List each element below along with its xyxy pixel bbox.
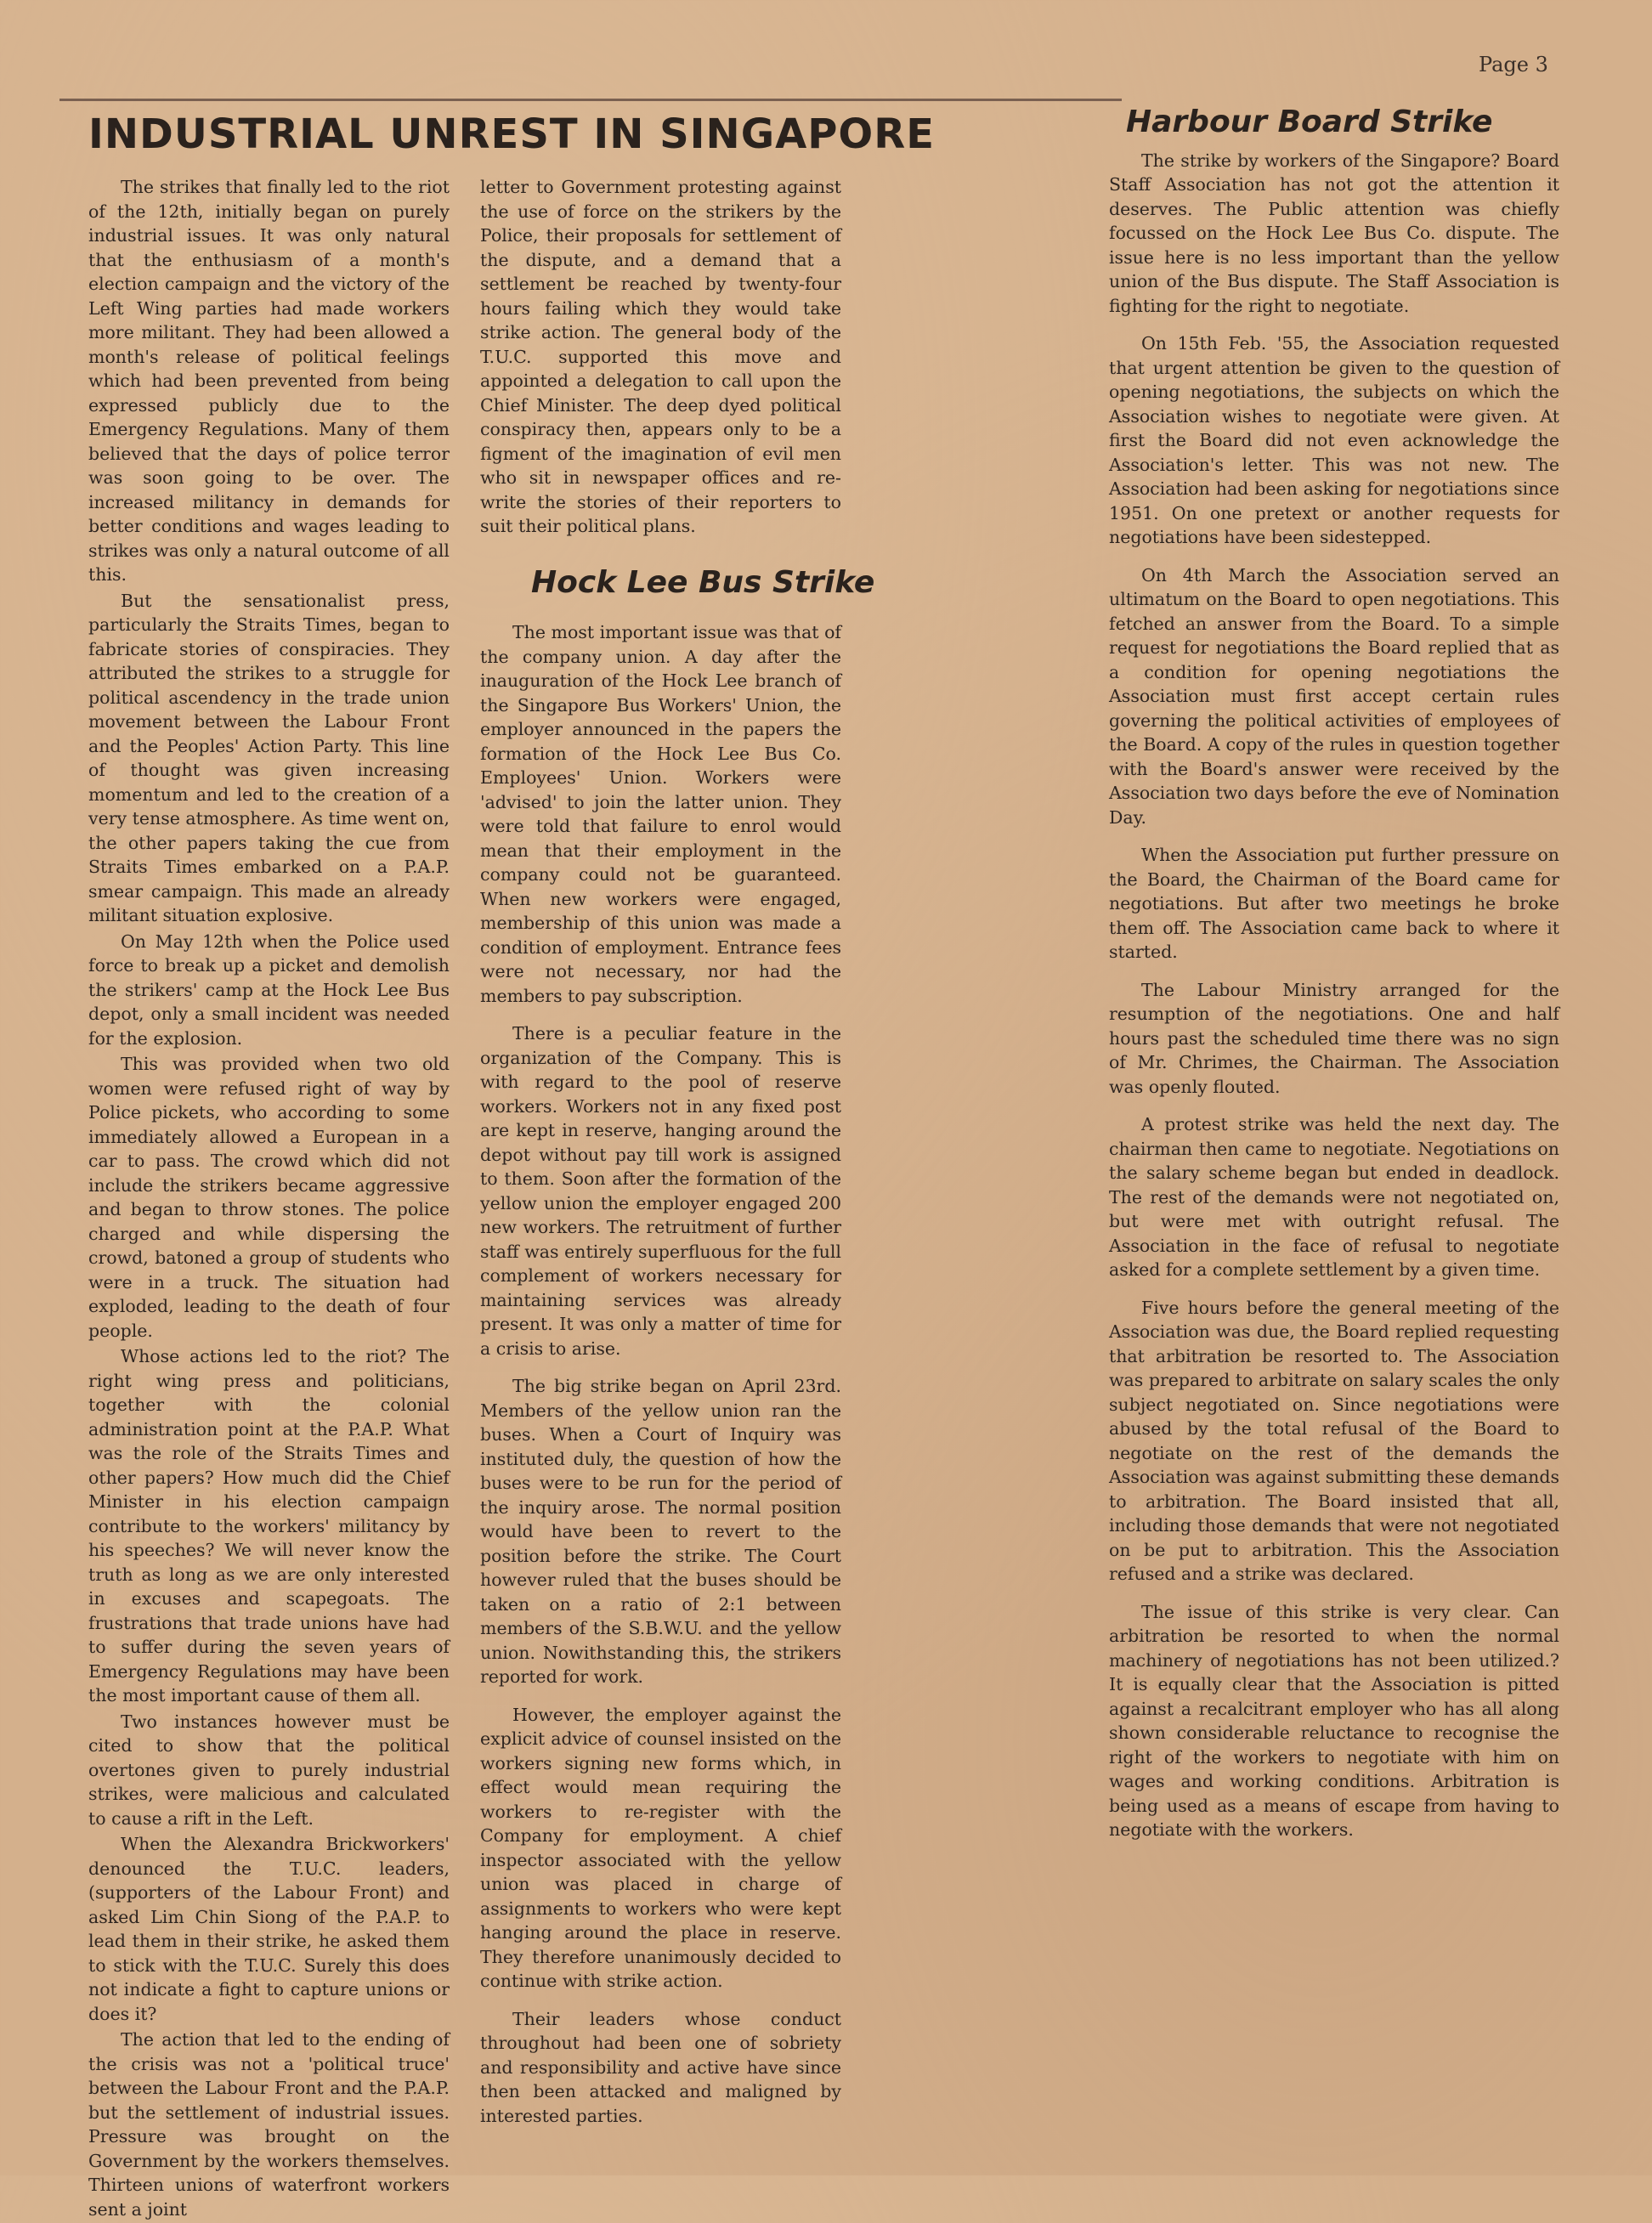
paragraph: The action that led to the ending of the crisis was not a 'political truce' between the Labour Front and the P.A.P. but the settlement of industrial issues. Pressure was brought on the Government by the workers themselves. Thirteen unions of waterfront workers sent a joint <box>88 2029 450 2220</box>
paragraph: However, the employer against the explicit advice of counsel insisted on the workers signing new forms which, in effect would mean requiring the workers to re-register with the Company for employment. A chief inspector associated with the yellow union was placed in charge of assignments to workers who were kept hanging around the place in reserve. They therefore unanimously decided to continue with strike action. <box>480 1704 841 1991</box>
column-1 <box>88 175 450 2223</box>
header-rule <box>59 99 1122 101</box>
paragraph: The strike by workers of the Singapore? Board Staff Association has not got the attention it deserves. The Public attention was chiefly focussed on the Hock Lee Bus Co. dispute. The issue here is no less important than the yellow union of the Bus dispute. The Staff Association is fighting for the right to negotiate. <box>1109 150 1559 316</box>
paragraph: The strikes that finally led to the riot of the 12th, initially began on purely industrial issues. It was only natural that the enthusiasm of a month's election campaign and the victory of the Left Wing parties had made workers more militant. They had been allowed a month's release of political feelings which had been prevented from being expressed publicly due to the Emergency Regulations. Many of them believed that the days of police terror was soon going to be over. The increased militancy in demands for better conditions and wages leading to strikes was only a natural outcome of all this. <box>88 177 450 585</box>
paragraph: This was provided when two old women were refused right of way by Police pickets, who according to some immediately allowed a European in a car to pass. The crowd which did not include the strikers became aggressive and began to throw stones. The police charged and while dispersing the crowd, batoned a group of students who were in a truck. The situation had exploded, leading to the death of four people. <box>88 1054 450 1341</box>
paragraph: Five hours before the general meeting of the Association was due, the Board replied requesting that arbitration be resorted to. The Association was prepared to arbitrate on salary scales the only subject negotiated on. Since negotiations were abused by the total refusal of the Board to negotiate on the rest of the demands the Association was against submitting these demands to arbitration. The Board insisted that all, including those demands that were not negotiated on be put to arbitration. This the Association refused and a strike was declared. <box>1109 1297 1559 1584</box>
paragraph: There is a peculiar feature in the organization of the Company. This is with regard to the pool of reserve workers. Workers not in any fixed post are kept in reserve, hanging around the depot without pay till work is assigned to them. Soon after the formation of the yellow union the employer engaged 200 new workers. The retruitment of further staff was entirely superfluous for the full complement of workers necessary for maintaining services was already present. It was only a matter of time for a crisis to arise. <box>480 1023 841 1359</box>
column-2 <box>480 175 875 2141</box>
paragraph: On May 12th when the Police used force to break up a picket and demolish the strikers' camp at the Hock Lee Bus depot, only a small incident was needed for the explosion. <box>88 930 450 1049</box>
paragraph: On 4th March the Association served an ultimatum on the Board to open negotiations. This fetched an answer from the Board. To a simple request for negotiations the Board replied that as a condition for opening negotiations the Association must first accept certain rules governing the political activities of employees of the Board. A copy of the rules in question together with the Board's answer were received by the Association two days before the eve of Nomination Day. <box>1109 564 1559 828</box>
paragraph: Whose actions led to the riot? The right wing press and politicians, together with the colonial administration point at the P.A.P. What was the role of the Straits Times and other papers? How much did the Chief Minister in his election campaign contribute to the workers' militancy by his speeches? We will never know the truth as long as we are only interested in excuses and scapegoats. The frustrations that trade unions have had to suffer during the seven years of Emergency Regulations may have been the most important cause of them all. <box>88 1346 450 1705</box>
paragraph: When the Alexandra Brickworkers' denounced the T.U.C. leaders, (supporters of the Labour Front) and asked Lim Chin Siong of the P.A.P. to lead them in their strike, he asked them to stick with the T.U.C. Surely this does not indicate a fight to capture unions or does it? <box>88 1834 450 2024</box>
paragraph: letter to Government protesting against the use of force on the strikers by the Police, their proposals for settlement of the dispute, and a demand that a settlement be reached by twenty-four hours failing which they would take strike action. The general body of the T.U.C. supported this move and appointed a delegation to call upon the Chief Minister. The deep dyed political conspiracy then, appears only to be a figment of the imagination of evil men who sit in newspaper offices and re-write the stories of their reporters to suit their political plans. <box>480 177 841 536</box>
paragraph: The Labour Ministry arranged for the resumption of the negotiations. One and half hours past the scheduled time there was no sign of Mr. Chrimes, the Chairman. The Association was openly flouted. <box>1109 979 1559 1097</box>
paragraph: The big strike began on April 23rd. Members of the yellow union ran the buses. When a Court of Inquiry was instituted duly, the question of how the buses were to be run for the period of the inquiry arose. The normal position would have been to revert to the position before the strike. The Court however ruled that the buses should be taken on a ratio of 2:1 between members of the S.B.W.U. and the yellow union. Nowithstanding this, the strikers reported for work. <box>480 1376 841 1687</box>
paragraph: Their leaders whose conduct throughout had been one of sobriety and responsibility and active have since then been attacked and maligned by interested parties. <box>480 2008 841 2126</box>
paragraph: But the sensationalist press, particularly the Straits Times, began to fabricate stories of conspiracies. They attributed the strikes to a struggle for political ascendency in the trade union movement between the Labour Front and the Peoples' Action Party. This line of thought was given increasing momentum and led to the creation of a very tense atmosphere. As time went on, the other papers taking the cue from Straits Times embarked on a P.A.P. smear campaign. This made an already militant situation explosive. <box>88 590 450 925</box>
section-title-harbour: Harbour Board Strike <box>1126 105 1493 139</box>
paragraph: On 15th Feb. '55, the Association requested that urgent attention be given to the question of opening negotiations, the subjects on which the Association wishes to negotiate were given. At first the Board did not even acknowledge the Association's letter. This was not new. The Association had been asking for negotiations since 1951. On one pretext or another requests for negotiations have been sidestepped. <box>1109 333 1559 547</box>
column-3 <box>1109 105 1559 1856</box>
paragraph: A protest strike was held the next day. The chairman then came to negotiate. Negotiations on the salary scheme began but ended in deadlock. The rest of the demands were not negotiated on, but were met with outright refusal. The Association in the face of refusal to negotiate asked for a complete settlement by a given time. <box>1109 1114 1559 1280</box>
paragraph: The most important issue was that of the company union. A day after the inauguration of the Hock Lee branch of the Singapore Bus Workers' Union, the employer announced in the papers the formation of the Hock Lee Bus Co. Employees' Union. Workers were 'advised' to join the latter union. They were told that failure to enrol would mean that their employment in the company could not be guaranteed. When new workers were engaged, membership of this union was made a condition of employment. Entrance fees were not necessary, nor had the members to pay subscription. <box>480 622 841 1006</box>
section-title-hock-lee: Hock Lee Bus Strike <box>531 564 875 600</box>
headline: INDUSTRIAL UNREST IN SINGAPORE <box>88 110 935 158</box>
paragraph: Two instances however must be cited to show that the political overtones given to purely industrial strikes, were malicious and calculated to cause a rift in the Left. <box>88 1711 450 1829</box>
paragraph: When the Association put further pressure on the Board, the Chairman of the Board came for negotiations. But after two meetings he broke them off. The Association came back to where it started. <box>1109 845 1559 962</box>
page-number: Page 3 <box>1479 53 1548 76</box>
paragraph: The issue of this strike is very clear. Can arbitration be resorted to when the normal machinery of negotiations has not been utilized.? It is equally clear that the Association is pitted against a recalcitrant employer who has all along shown considerable reluctance to recognise the right of the workers to negotiate with him on wages and working conditions. Arbitration is being used as a means of escape from having to negotiate with the workers. <box>1109 1601 1559 1840</box>
